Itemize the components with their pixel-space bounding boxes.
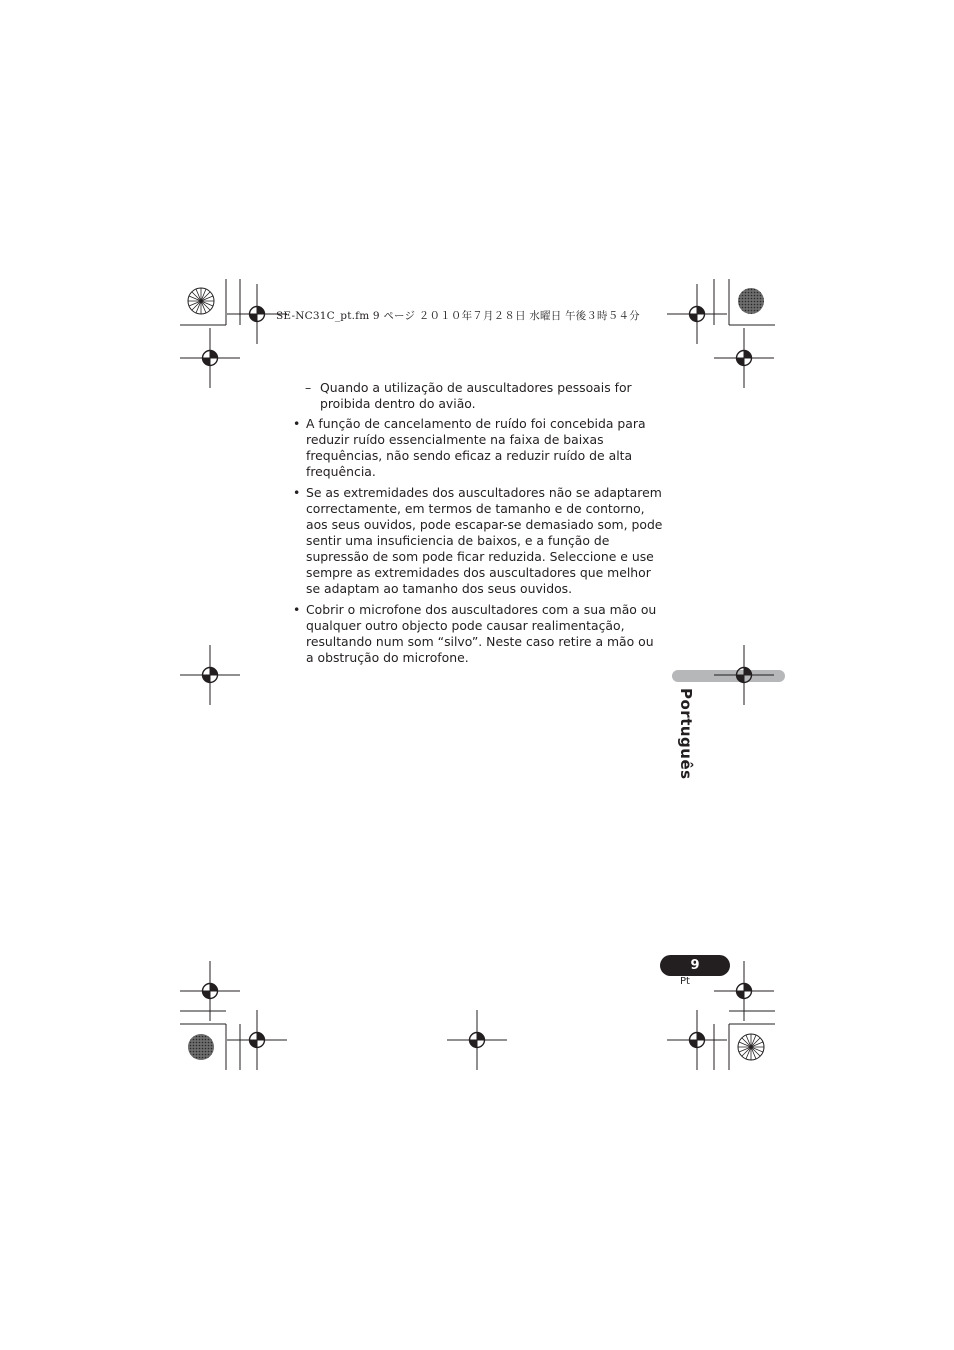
print-file-header: SE-NC31C_pt.fm 9 ページ ２０１０年７月２８日 水曜日 午後３時５４分 xyxy=(276,310,640,322)
bullet-item-ear-tips-fit xyxy=(293,485,665,597)
language-side-label: Português xyxy=(677,688,695,780)
bullet-text: Cobrir o microfone dos auscultadores com a sua mão ou qualquer outro objecto pode causar realimentação, resultando num som “silvo”. Neste caso retire a mão ou a obstrução do microfone. xyxy=(306,602,657,665)
bullet-item-noise-cancel-range xyxy=(293,416,665,480)
bullet-text: A função de cancelamento de ruído foi concebida para reduzir ruído essencialmente na faixa de baixas frequências, não sendo eficaz a reduzir ruído de alta frequência. xyxy=(306,416,646,479)
page-language-code: Pt xyxy=(680,976,690,987)
bullet-text: Se as extremidades dos auscultadores não se adaptarem correctamente, em termos de tamanho e de contorno, aos seus ouvidos, pode escapar-se demasiado som, pode sentir uma insuficiencia de baixos, e a função de supressão de som pode ficar reduzida. Seleccione e use sempre as extremidades dos auscultadores que melhor se adaptam ao tamanho dos seus ouvidos. xyxy=(306,485,663,596)
bullet-marker: • xyxy=(293,416,301,431)
dash-marker: – xyxy=(305,380,312,395)
main-content xyxy=(293,380,665,671)
dash-list-item xyxy=(293,380,665,412)
page-number-badge: 9 xyxy=(660,955,730,976)
bullet-marker: • xyxy=(293,485,301,500)
bullet-marker: • xyxy=(293,602,301,617)
bullet-item-microphone-feedback xyxy=(293,602,665,666)
dash-item-text: Quando a utilização de auscultadores pessoais for proibida dentro do avião. xyxy=(320,380,632,411)
